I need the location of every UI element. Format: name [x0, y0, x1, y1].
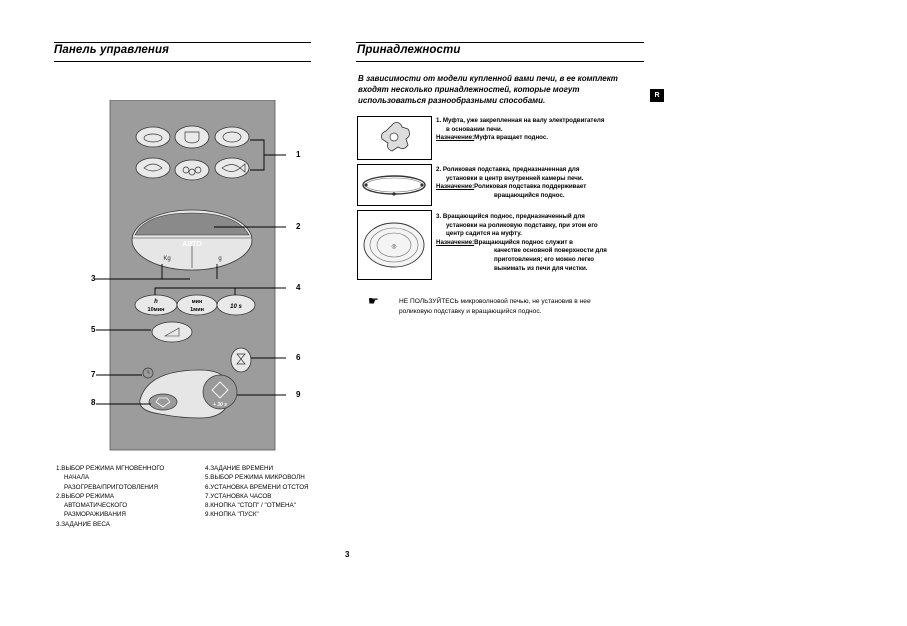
instant-button-3 — [215, 127, 249, 147]
instant-button-5 — [175, 160, 209, 180]
right-section-title: Принадлежности — [357, 44, 461, 56]
left-title-rule — [54, 61, 311, 62]
legend-col-1 — [56, 464, 164, 529]
callout-8: 8 — [91, 398, 96, 407]
legend-line: 1.ВЫБОР РЕЖИМА МГНОВЕННОГО — [56, 465, 165, 472]
legend-line: 7.УСТАНОВКА ЧАСОВ — [205, 492, 272, 500]
roller-ring-icon — [358, 165, 431, 205]
svg-text:+ 30 s: + 30 s — [212, 402, 228, 408]
intro-paragraph: В зависимости от модели купленной вами печи, в ее комплект входят несколько принадлежностей, которые могут использоваться разнообразными способами. — [358, 74, 618, 105]
accessory-item-2: 2. Роликовая подставка, предназначенная для установки в центр внутренней камеры печи. Назначение:Роликовая подставка поддерживает вращающийся поднос. — [436, 166, 587, 199]
callout-7: 7 — [91, 370, 96, 379]
turntable-image — [357, 210, 432, 280]
turntable-icon — [358, 211, 431, 279]
coupler-icon — [358, 117, 431, 159]
accessory-item-3: 3. Вращающийся поднос, предназначенный для установки на роликовую подставку, при этом его центр садится на муфту. Назначение:Вращающийся поднос служит в качестве основной поверхности для приготовления; его можно легко вынимать из печи для чистки. — [436, 213, 607, 272]
standing-time-button — [231, 348, 251, 372]
right-title-rule — [356, 61, 644, 62]
accessory-item-1: 1. Муфта, уже закрепленная на валу электродвигателя в основании печи. Назначение:Муфта вращает поднос. — [436, 117, 605, 142]
legend-line: 5.ВЫБОР РЕЖИМА МИКРОВОЛН — [205, 474, 305, 482]
svg-text:1мин: 1мин — [190, 307, 204, 313]
legend-col-2 — [205, 464, 309, 520]
page-number: 3 — [345, 550, 350, 559]
g-label: g — [218, 256, 222, 262]
legend-line: НАЧАЛА — [64, 474, 90, 482]
stop-button — [149, 394, 177, 410]
callout-4: 4 — [296, 283, 301, 292]
instant-button-2 — [175, 126, 209, 148]
legend-line: 9.КНОПКА "ПУСК" — [205, 511, 259, 519]
legend-line: АВТОМАТИЧЕСКОГО — [64, 502, 128, 510]
callout-3: 3 — [91, 274, 96, 283]
language-tab: R — [650, 89, 664, 102]
legend-line: РАЗМОРАЖИВАНИЯ — [64, 511, 126, 519]
instant-button-6 — [215, 158, 249, 178]
instant-button-1 — [136, 127, 170, 147]
note-hand-icon: ☛ — [368, 294, 379, 308]
svg-text:10 s: 10 s — [230, 304, 242, 310]
legend-line: 8.КНОПКА "СТОП" / "ОТМЕНА" — [205, 502, 296, 510]
callout-2: 2 — [296, 222, 301, 231]
svg-text:h: h — [154, 299, 158, 305]
svg-text:10мин: 10мин — [147, 307, 165, 313]
legend-line: 3.ЗАДАНИЕ ВЕСА — [56, 520, 110, 528]
callout-1: 1 — [296, 150, 301, 159]
right-top-rule — [356, 42, 644, 43]
callout-5: 5 — [91, 325, 96, 334]
svg-text:мин: мин — [191, 299, 203, 305]
left-top-rule — [54, 42, 311, 43]
legend-line: РАЗОГРЕВА/ПРИГОТОВЛЕНИЯ — [64, 483, 159, 491]
left-section-title: Панель управления — [54, 44, 169, 56]
callout-6: 6 — [296, 353, 301, 362]
callout-9: 9 — [296, 390, 301, 399]
legend-line: 4.ЗАДАНИЕ ВРЕМЕНИ — [205, 465, 274, 472]
legend-line: 2.ВЫБОР РЕЖИМА — [56, 492, 115, 500]
coupler-image — [357, 116, 432, 160]
instant-button-4 — [136, 158, 170, 178]
svg-text:◎: ◎ — [391, 244, 397, 250]
legend-line: 6.УСТАНОВКА ВРЕМЕНИ ОТСТОЯ — [205, 483, 309, 491]
warning-note: НЕ ПОЛЬЗУЙТЕСЬ микроволновой печью, не установив в нее роликовую подставку и вращающийся поднос. — [399, 298, 591, 315]
auto-label: АВТО — [182, 241, 202, 248]
roller-ring-image — [357, 164, 432, 206]
kg-label: Kg — [163, 256, 171, 262]
